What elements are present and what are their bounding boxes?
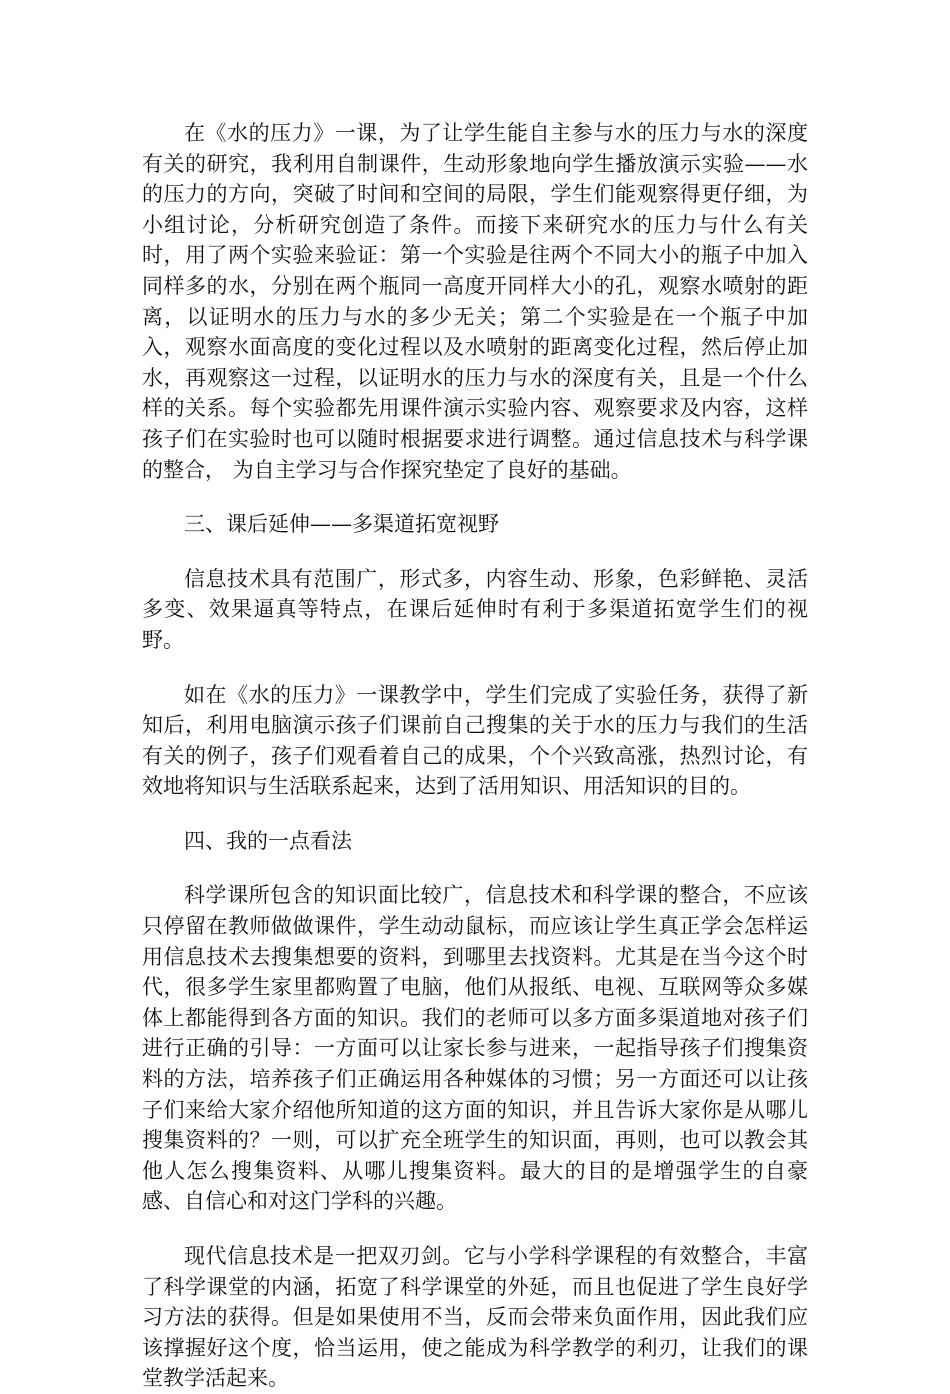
- section-heading-my-view: 四、我的一点看法: [184, 828, 352, 853]
- paragraph-conclusion: 现代信息技术是一把双刃剑。它与小学科学课程的有效整合，丰富了科学课堂的内涵，拓宽了科学课堂的外延，而且也促进了学生良好学习方法的获得。但是如果使用不当，反而会带来负面作用，因此我们应该撑握好这个度，恰当运用，使之能成为科学教学的利刃，让我们的课堂教学活起来。: [142, 1244, 808, 1391]
- section-heading-after-class-extension: 三、课后延伸——多渠道拓宽视野: [184, 512, 499, 537]
- document-body: [142, 118, 808, 1394]
- paragraph-knowledge-scope: 科学课所包含的知识面比较广，信息技术和科学课的整合，不应该只停留在教师做做课件，学生动动鼠标，而应该让学生真正学会怎样运用信息技术去搜集想要的资料，到哪里去找资料。尤其是在当今这个时代，很多学生家里都购置了电脑，他们从报纸、电视、互联网等众多媒体上都能得到各方面的知识。我们的老师可以多方面多渠道地对孩子们进行正确的引导：一方面可以让家长参与进来，一起指导孩子们搜集资料的方法，培养孩子们正确运用各种媒体的习惯；另一方面还可以让孩子们来给大家介绍他所知道的这方面的知识，并且告诉大家你是从哪儿搜集资料的？一则，可以扩充全班学生的知识面，再则，也可以教会其他人怎么搜集资料、从哪儿搜集资料。最大的目的是增强学生的自豪感、自信心和对这门学科的兴趣。: [142, 883, 808, 1214]
- paragraph-water-pressure-experiments: 在《水的压力》一课，为了让学生能自主参与水的压力与水的深度有关的研究，我利用自制课件，生动形象地向学生播放演示实验——水的压力的方向，突破了时间和空间的局限，学生们能观察得更仔细，为小组讨论，分析研究创造了条件。而接下来研究水的压力与什么有关时，用了两个实验来验证：第一个实验是往两个不同大小的瓶子中加入同样多的水，分别在两个瓶同一高度开同样大小的孔，观察水喷射的距离，以证明水的压力与水的多少无关；第二个实验是在一个瓶子中加入，观察水面高度的变化过程以及水喷射的距离变化过程，然后停止加水，再观察这一过程，以证明水的压力与水的深度有关，且是一个什么样的关系。每个实验都先用课件演示实验内容、观察要求及内容，这样孩子们在实验时也可以随时根据要求进行调整。通过信息技术与科学课的整合， 为自主学习与合作探究垫定了良好的基础。: [142, 121, 808, 482]
- paragraph-lesson-example: 如在《水的压力》一课教学中，学生们完成了实验任务，获得了新知后，利用电脑演示孩子们课前自己搜集的关于水的压力与我们的生活有关的例子，孩子们观看着自己的成果，个个兴致高涨，热烈讨论，有效地将知识与生活联系起来，达到了活用知识、用活知识的目的。: [142, 682, 808, 799]
- paragraph-it-features: 信息技术具有范围广，形式多，内容生动、形象，色彩鲜艳、灵活多变、效果逼真等特点，在课后延伸时有利于多渠道拓宽学生们的视野。: [142, 566, 808, 652]
